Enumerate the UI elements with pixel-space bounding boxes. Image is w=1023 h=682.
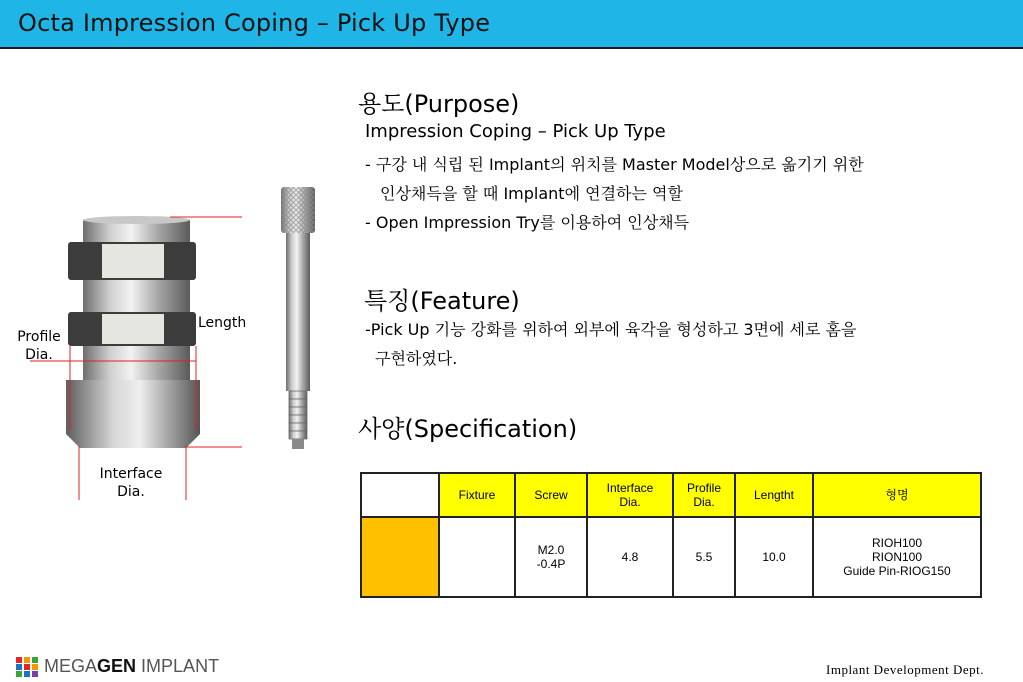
purpose-subtitle: Impression Coping – Pick Up Type xyxy=(365,121,666,142)
spec-heading: 사양(Specification) xyxy=(358,415,578,443)
logo-text xyxy=(44,656,219,677)
spec-header-blank xyxy=(361,473,439,517)
spec-data-row xyxy=(361,517,981,597)
spec-header-row xyxy=(361,473,981,517)
spec-header-model: 형명 xyxy=(813,473,981,517)
spec-cell-length: 10.0 xyxy=(735,517,813,597)
guide-pin-drawing xyxy=(276,185,322,453)
interface-dia-label: Interface Dia. xyxy=(99,466,163,500)
spec-cell-profile: 5.5 xyxy=(673,517,735,597)
spec-cell-screw: M2.0 -0.4P xyxy=(515,517,587,597)
page-title: Octa Impression Coping – Pick Up Type xyxy=(18,9,491,37)
purpose-line-2: 인상채득을 할 때 Implant에 연결하는 역할 xyxy=(380,184,683,203)
spec-header-fixture: Fixture xyxy=(439,473,515,517)
purpose-line-1: - 구강 내 식립 된 Implant의 위치를 Master Model상으로 옮기기 위한 xyxy=(365,155,864,174)
header-bar xyxy=(0,0,1023,49)
logo-implant: IMPLANT xyxy=(141,656,220,676)
spec-cell-model: RIOH100 RION100 Guide Pin-RIOG150 xyxy=(813,517,981,597)
profile-dia-label: Profile Dia. xyxy=(17,329,61,363)
spec-cell-fixture xyxy=(439,517,515,597)
length-label: Length xyxy=(198,315,247,331)
spec-header-screw: Screw xyxy=(515,473,587,517)
feature-line-2: 구현하였다. xyxy=(375,349,458,368)
spec-table xyxy=(360,472,982,598)
purpose-line-3: - Open Impression Try를 이용하여 인상채득 xyxy=(365,213,690,232)
spec-header-profile: Profile Dia. xyxy=(673,473,735,517)
purpose-heading: 용도(Purpose) xyxy=(358,90,520,118)
feature-heading: 특징(Feature) xyxy=(364,287,520,315)
spec-header-interface: Interface Dia. xyxy=(587,473,673,517)
spec-cell-interface: 4.8 xyxy=(587,517,673,597)
color-swatch xyxy=(361,517,439,597)
department-label: Implant Development Dept. xyxy=(826,662,984,677)
logo-grid-icon xyxy=(16,657,38,677)
logo-mega: MEGA xyxy=(44,656,98,676)
coping-body xyxy=(66,216,200,448)
feature-line-1: -Pick Up 기능 강화를 위하여 외부에 육각을 형성하고 3면에 세로 홈을 xyxy=(365,320,857,339)
logo-gen: GEN xyxy=(97,656,137,676)
spec-header-length: Lengtht xyxy=(735,473,813,517)
